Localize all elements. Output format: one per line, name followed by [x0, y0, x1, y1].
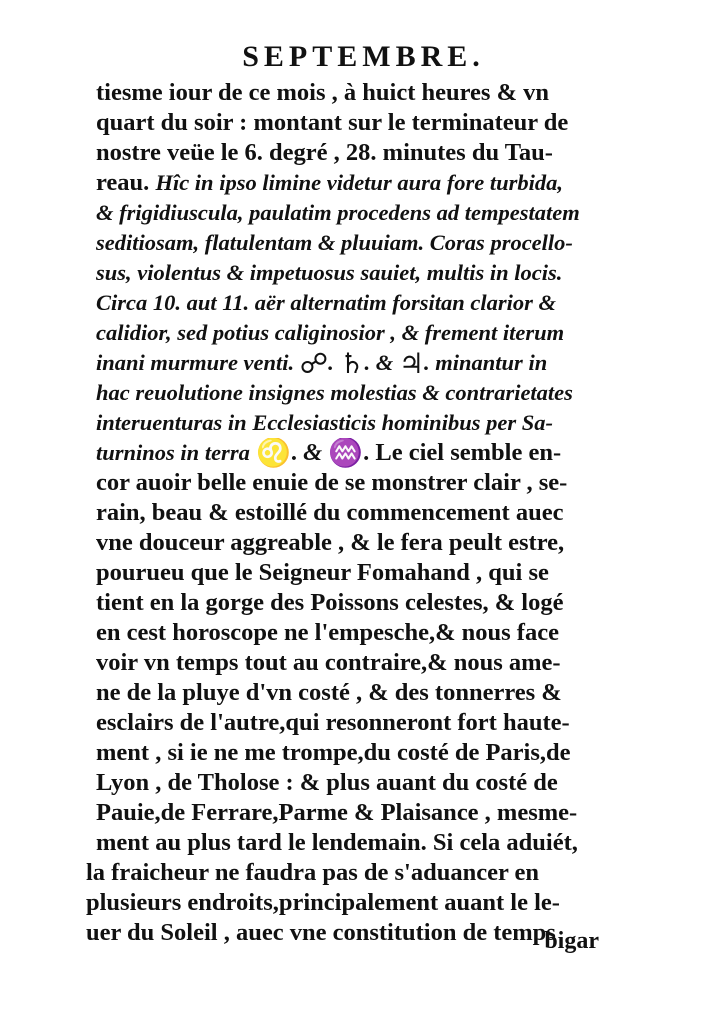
text-segment: Le ciel semble en-	[375, 439, 562, 466]
jupiter-symbol-icon: ♃	[398, 348, 425, 380]
text-line: ment , si ie ne me trompe,du costé de Paris,de	[96, 739, 571, 766]
text-segment: reau.	[96, 169, 150, 196]
text-line: vne douceur aggreable , & le fera peult estre,	[96, 529, 565, 556]
text-line: pourueu que le Seigneur Fomahand , qui se	[96, 559, 549, 586]
latin-segment: Hîc in ipso limine videtur aura fore turbida,	[155, 170, 563, 195]
page-header: SEPTEMBRE.	[242, 40, 485, 73]
catchword: bigar	[544, 928, 599, 954]
text-line: turninos in terra ♌. & ♒. Le ciel semble en-	[96, 438, 562, 470]
ampersand: &	[375, 350, 394, 375]
text-line: uer du Soleil , auec vne constitution de temps	[86, 919, 556, 946]
text-line: ment au plus tard le lendemain. Si cela aduiét,	[96, 829, 578, 856]
text-line: esclairs de l'autre,qui resonneront fort haute-	[96, 709, 570, 736]
text-line: Pauie,de Ferrare,Parme & Plaisance , mesme-	[96, 799, 578, 826]
text-line: voir vn temps tout au contraire,& nous ame-	[96, 649, 561, 676]
latin-line: calidior, sed potius caliginosior , & frement iterum	[96, 320, 565, 345]
text-line: plusieurs endroits,principalement auant le le-	[86, 889, 560, 916]
ampersand: &	[303, 439, 323, 466]
text-line: tiesme iour de ce mois , à huict heures & vn	[96, 79, 549, 106]
opposition-symbol-icon: ☍	[299, 348, 329, 380]
latin-line: seditiosam, flatulentam & pluuiam. Coras procello-	[96, 230, 573, 255]
latin-segment: turninos in terra	[96, 440, 250, 465]
latin-segment: inani murmure venti.	[96, 350, 295, 375]
text-line	[96, 168, 626, 198]
text-line: nostre veüe le 6. degré , 28. minutes du Tau-	[96, 139, 553, 166]
latin-line: & frigidiuscula, paulatim procedens ad tempestatem	[96, 200, 580, 225]
saturn-symbol-icon: ♄	[339, 348, 365, 380]
aquarius-symbol-icon: ♒	[328, 438, 364, 470]
text-line: en cest horoscope ne l'empesche,& nous face	[96, 619, 559, 646]
text-line: Lyon , de Tholose : & plus auant du costé de	[96, 769, 558, 796]
latin-line: hac reuolutione insignes molestias & contrarietates	[96, 380, 573, 405]
latin-line: interuenturas in Ecclesiasticis hominibus per Sa-	[96, 410, 553, 435]
text-line: ne de la pluye d'vn costé , & des tonnerres &	[96, 679, 562, 706]
text-line: la fraicheur ne faudra pas de s'aduancer en	[86, 859, 540, 886]
text-line: rain, beau & estoillé du commencement auec	[96, 499, 564, 526]
latin-line: Circa 10. aut 11. aër alternatim forsitan clarior &	[96, 290, 557, 315]
text-line: quart du soir : montant sur le terminateur de	[96, 109, 569, 136]
latin-line: sus, violentus & impetuosus sauiet, multis in locis.	[96, 260, 563, 285]
leo-symbol-icon: ♌	[255, 438, 291, 470]
latin-line: inani murmure venti. ☍. ♄. & ♃. minantur in	[96, 348, 548, 380]
text-line: cor auoir belle enuie de se monstrer clair , se-	[96, 469, 568, 496]
latin-segment: minantur in	[435, 350, 548, 375]
text-line: tient en la gorge des Poissons celestes, & logé	[96, 589, 564, 616]
